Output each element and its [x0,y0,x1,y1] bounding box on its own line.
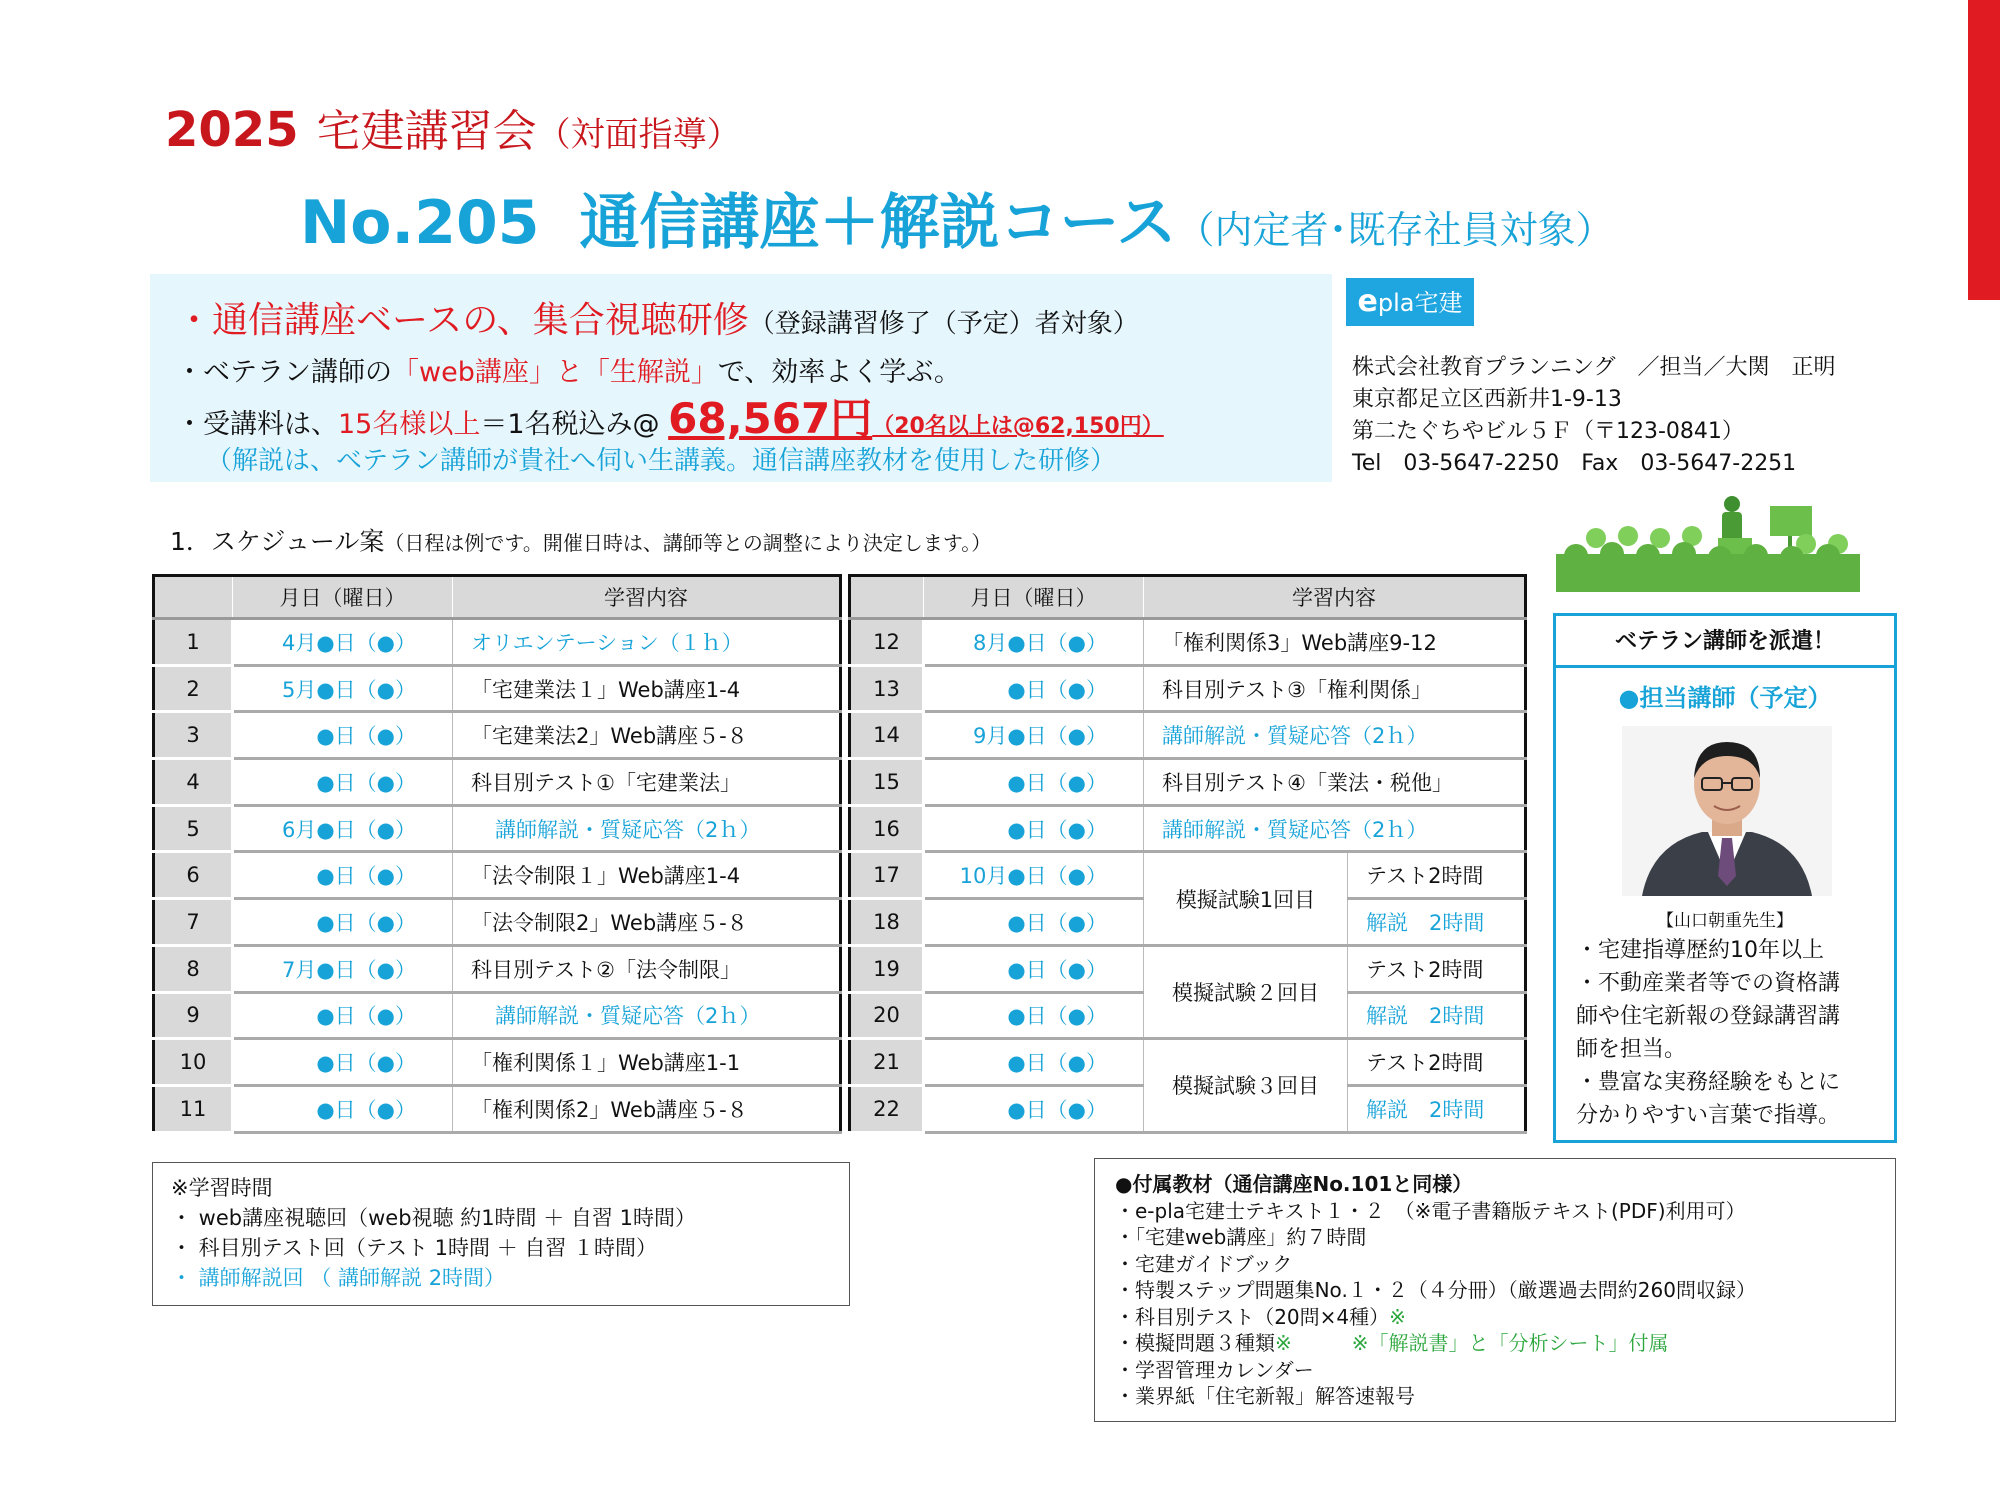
row-content: オリエンテーション（１ｈ） [453,619,841,666]
col-no-header [850,576,924,619]
instructor-portrait-svg [1622,726,1832,896]
course-number: No.205 [300,188,540,258]
table-header-row [850,576,1526,619]
schedule-heading-note: （日程は例です。開催日時は、講師等との調整により決定します。） [384,531,992,555]
row-number: 17 [850,852,924,899]
material-item-text: ・模擬問題３種類 [1115,1331,1275,1355]
event-subtitle: （対面指導） [536,115,741,155]
info-line-2 [176,350,961,389]
event-title [165,95,741,159]
row-date: ●日（●） [924,899,1144,946]
row-date: ●日（●） [233,712,453,759]
instructor-name-caption: 【山口朝重先生】 [1657,911,1793,931]
price-discount: （20名以上は@62,150円） [872,414,1164,439]
lecture-illustration-svg [1556,494,1860,592]
row-date: 6月●日（●） [233,805,453,852]
col-content-header: 学習内容 [453,576,841,619]
row-content: 講師解説・質疑応答（2ｈ） [453,992,841,1039]
row-number: 16 [850,805,924,852]
info-line-1-sub: （登録講習修了（予定）者対象） [748,309,1139,339]
material-item: ・「宅建web講座」約７時間 [1115,1225,1367,1249]
study-time-title: ※学習時間 [171,1176,273,1200]
table-row [154,1085,841,1132]
row-date: ●日（●） [924,1085,1144,1132]
row-number: 7 [154,899,233,946]
row-content: 科目別テスト④「業法・税他」 [1144,759,1526,806]
row-content: 「権利関係１」Web講座1-1 [453,1039,841,1086]
row-content: 講師解説・質疑応答（2ｈ） [1144,712,1526,759]
row-date: ●日（●） [924,805,1144,852]
event-year: 2025 [165,102,299,158]
materials-box [1094,1158,1896,1422]
row-content: 「宅建業法2」Web講座５-８ [453,712,841,759]
info-line-4: （解説は、ベテラン講師が貴社へ伺い生講義。通信講座教材を使用した研修） [206,446,1117,476]
row-date: 8月●日（●） [924,619,1144,666]
row-number: 6 [154,852,233,899]
table-row [154,619,841,666]
instructor-box [1553,613,1897,1143]
instructor-bullet: ・豊富な実務経験をもとに [1576,1070,1841,1095]
material-item [1115,1330,1875,1357]
table-row [154,665,841,712]
info-line-2-highlight: 「web講座」と「生解説」 [392,357,718,388]
material-item-text: ・科目別テスト（20問×4種） [1115,1304,1390,1329]
study-time-test: ・ 科目別テスト回（テスト 1時間 ＋ 自習 １時間） [171,1236,658,1260]
instructor-bullet: 師や住宅新報の登録講習講 [1576,1004,1841,1029]
info-line-3-a: ・受講料は、 [176,409,338,440]
info-line-3-condition: 15名様以上 [338,409,481,440]
schedule-heading-text: 1．スケジュール案 [170,527,385,556]
table-row [154,899,841,946]
mock-exam-explain: 解説 2時間 [1348,992,1526,1039]
row-date: 4月●日（●） [233,619,453,666]
row-content: 「宅建業法１」Web講座1-4 [453,665,841,712]
table-row [154,805,841,852]
info-line-1 [176,292,1139,343]
course-title [300,175,1614,261]
table-row [154,712,841,759]
lecture-illustration [1556,494,1860,592]
instructor-box-header: ベテラン講師を派遣！ [1556,616,1894,668]
instructor-bullet: ・不動産業者等での資格講 [1576,971,1841,996]
material-note: ※「解説書」と「分析シート」付属 [1351,1331,1669,1355]
row-number: 10 [154,1039,233,1086]
row-date: ●日（●） [924,759,1144,806]
row-content: 「権利関係2」Web講座５-８ [453,1085,841,1132]
mock-exam-name: 模擬試験２回目 [1144,945,1348,1038]
company-address: 東京都足立区西新井1-9-13 [1352,387,1622,412]
row-date: ●日（●） [924,1039,1144,1086]
row-number: 4 [154,759,233,806]
material-item: ・学習管理カレンダー [1115,1357,1314,1382]
row-number: 18 [850,899,924,946]
row-content: 「法令制限１」Web講座1-4 [453,852,841,899]
row-date: 7月●日（●） [233,945,453,992]
row-number: 14 [850,712,924,759]
info-line-2-c: で、効率よく学ぶ。 [717,357,961,388]
table-row [154,852,841,899]
table-row [154,759,841,806]
epla-logo [1346,278,1474,326]
table-header-row [154,576,841,619]
study-time-lecture: ・ 講師解説回 （ 講師解説 2時間） [171,1266,506,1290]
row-date: 5月●日（●） [233,665,453,712]
row-number: 21 [850,1039,924,1086]
row-date: 9月●日（●） [924,712,1144,759]
mock-exam-explain: 解説 2時間 [1348,899,1526,946]
materials-title: ●付属教材（通信講座No.101と同様） [1115,1172,1473,1196]
study-time-web: ・ web講座視聴回（web視聴 約1時間 ＋ 自習 1時間） [171,1206,696,1230]
row-date: 10月●日（●） [924,852,1144,899]
col-date-header: 月日（曜日） [924,576,1144,619]
instructor-photo [1622,726,1832,896]
logo-text: pla宅建 [1377,289,1463,317]
table-row [850,759,1526,806]
schedule-table-left [152,574,842,1134]
table-row [154,1039,841,1086]
instructor-bullet: ・宅建指導歴約10年以上 [1576,938,1824,963]
row-date: ●日（●） [233,1085,453,1132]
row-content: 科目別テスト②「法令制限」 [453,945,841,992]
row-number: 12 [850,619,924,666]
col-date-header: 月日（曜日） [233,576,453,619]
mock-exam-name: 模擬試験1回目 [1144,852,1348,945]
row-date: ●日（●） [924,992,1144,1039]
row-number: 13 [850,665,924,712]
row-content: 講師解説・質疑応答（2ｈ） [1144,805,1526,852]
row-number: 11 [154,1085,233,1132]
material-item: ・e-pla宅建士テキスト１・２ （※電子書籍版テキスト(PDF)利用可） [1115,1198,1746,1223]
table-row [850,712,1526,759]
company-building: 第二たぐちやビル５Ｆ（〒123-0841） [1352,419,1744,444]
table-row [850,1039,1526,1086]
info-line-1-main: ・通信講座ベースの、集合視聴研修 [176,300,749,341]
row-number: 2 [154,665,233,712]
row-number: 15 [850,759,924,806]
row-content: 講師解説・質疑応答（2ｈ） [453,805,841,852]
material-note-mark: ※ [1389,1304,1406,1329]
table-row [850,805,1526,852]
logo-e: e [1357,284,1378,319]
row-number: 1 [154,619,233,666]
info-line-2-a: ・ベテラン講師の [176,357,392,388]
page-edge-accent [1968,0,2000,300]
table-row [850,619,1526,666]
mock-exam-name: 模擬試験３回目 [1144,1039,1348,1132]
row-content: 科目別テスト③「権利関係」 [1144,665,1526,712]
table-row [850,665,1526,712]
info-line-3 [176,386,1164,446]
row-number: 22 [850,1085,924,1132]
table-row [154,992,841,1039]
row-content: 「権利関係3」Web講座9-12 [1144,619,1526,666]
mock-exam-test: テスト2時間 [1348,945,1526,992]
instructor-subheader: ●担当講師（予定） [1618,684,1832,712]
row-number: 3 [154,712,233,759]
row-content: 「法令制限2」Web講座５-８ [453,899,841,946]
material-item: ・宅建ガイドブック [1115,1251,1293,1276]
col-content-header: 学習内容 [1144,576,1526,619]
price: 68,567円 [668,394,873,443]
row-date: ●日（●） [233,1039,453,1086]
course-name: 通信講座＋解説コース [579,188,1177,258]
company-name: 株式会社教育プランニング ／担当／大関 正明 [1352,355,1836,380]
instructor-bullet: 分かりやすい言葉で指導。 [1576,1103,1841,1128]
row-number: 20 [850,992,924,1039]
row-number: 19 [850,945,924,992]
material-item: ・業界紙「住宅新報」解答速報号 [1115,1384,1415,1408]
mock-exam-test: テスト2時間 [1348,1039,1526,1086]
material-item [1115,1304,1875,1331]
course-info-box [150,274,1332,482]
study-time-box [152,1162,850,1306]
row-date: ●日（●） [233,759,453,806]
row-number: 9 [154,992,233,1039]
mock-exam-explain: 解説 2時間 [1348,1085,1526,1132]
company-phone: Tel 03-5647-2250 Fax 03-5647-2251 [1352,451,1797,476]
row-content: 科目別テスト①「宅建業法」 [453,759,841,806]
course-target: （内定者･既存社員対象） [1176,208,1614,252]
row-number: 5 [154,805,233,852]
instructor-bullet: 師を担当。 [1576,1037,1687,1062]
table-row [154,945,841,992]
material-note-mark: ※ [1275,1331,1292,1355]
row-date: ●日（●） [233,899,453,946]
col-no-header [154,576,233,619]
row-date: ●日（●） [924,945,1144,992]
row-date: ●日（●） [233,992,453,1039]
row-number: 8 [154,945,233,992]
schedule-table-right [848,574,1527,1134]
mock-exam-test: テスト2時間 [1348,852,1526,899]
info-line-3-c: ＝1名税込み@ [480,409,660,440]
schedule-heading [170,522,991,558]
event-name: 宅建講習会 [316,106,537,157]
row-date: ●日（●） [924,665,1144,712]
row-date: ●日（●） [233,852,453,899]
table-row [850,945,1526,992]
material-item: ・特製ステップ問題集No.１・２（４分冊）（厳選過去問約260問収録） [1115,1278,1756,1302]
table-row [850,852,1526,899]
